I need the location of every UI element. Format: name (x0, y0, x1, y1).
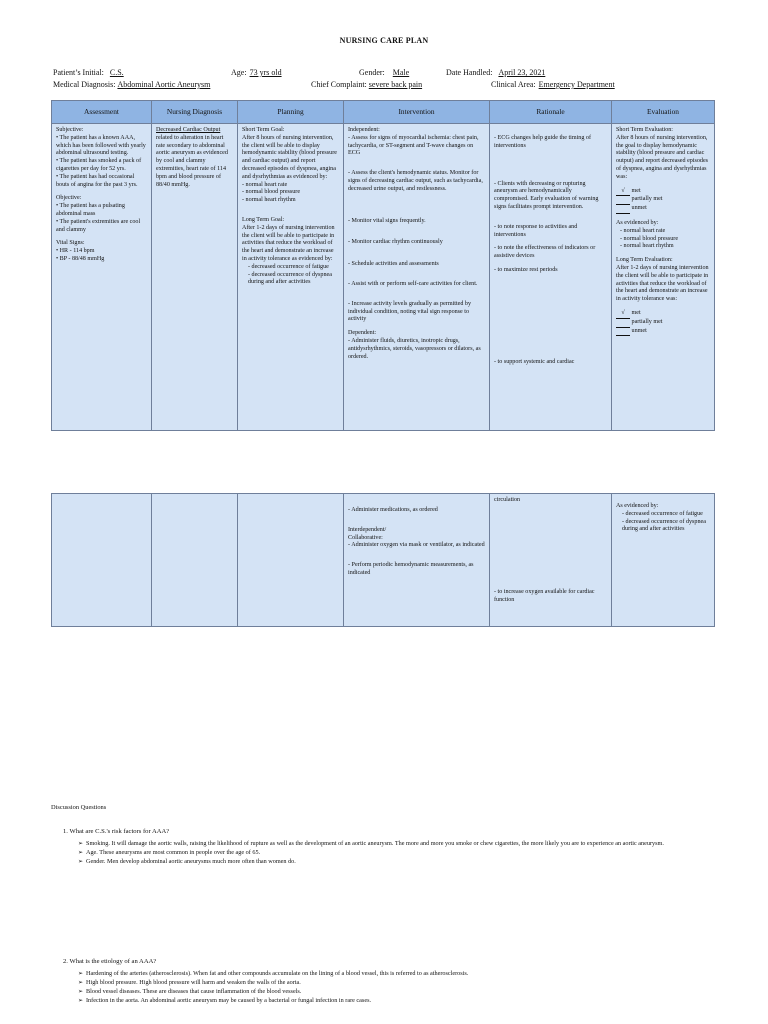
rationale-item: - to note the effectiveness of indicators or assistive devices (494, 245, 596, 260)
discussion-title: Discussion Questions (51, 804, 107, 811)
clinical-area-field (491, 80, 619, 89)
long-term-goal-label: Long Term Goal: (242, 216, 285, 223)
diagnosis-title: Decreased Cardiac Output (156, 127, 221, 133)
evidence-item: - normal heart rhythm (620, 243, 674, 250)
list-item: ➢ Gender. Men develop abdominal aortic aneurysms much more often than women do. (78, 858, 718, 867)
intervention-item: - Schedule activities and assessments (348, 261, 439, 268)
check-mark-icon: √ (616, 310, 630, 319)
list-item: ➢ Hardening of the arteries (atherosclerosis). When fat and other compounds accumulate on the lining of a blood vessel, this is referred to as atherosclerosis. (78, 970, 718, 979)
clinical-area-value: Emergency Department (538, 80, 615, 89)
short-term-evaluation-text: After 8 hours of nursing intervention, the goal to display hemodynamic stability (blood pressure and cardiac output) and report decreased episodes of dyspnea, angina and dysrhythmias was: (616, 134, 709, 180)
collaborative-label: Interdependent/ Collaborative: (348, 526, 387, 541)
intervention-item: - Assess for signs of myocardial ischemia: chest pain, tachycardia, or ST-segment and T-wave changes on ECG (348, 134, 479, 157)
intervention-item: - Administer oxygen via mask or ventilator, as indicated (348, 542, 485, 549)
subjective-item: • The patient has smoked a pack of cigarettes per day for 52 yrs. (56, 158, 142, 172)
page-title: NURSING CARE PLAN (339, 36, 429, 45)
question-1: 1. What are C.S.'s risk factors for AAA? (63, 828, 170, 835)
patient-initial-label: Patient’s Initial: (53, 68, 104, 77)
list-item: ➢ High blood pressure. High blood pressure will harm and weaken the walls of the aorta. (78, 979, 718, 988)
intervention-cell (344, 494, 490, 627)
rationale-cell (490, 494, 612, 627)
medical-diagnosis-label: Medical Diagnosis: (53, 80, 116, 89)
answer-list-1 (78, 840, 718, 867)
evaluation-option-met: √ met (616, 188, 710, 197)
vital-signs-label: Vital Signs: (56, 240, 85, 247)
intervention-item: - Increase activity levels gradually as permitted by individual condition, noting vital sign response to activity (348, 300, 472, 323)
intervention-item: - Administer medications, as ordered (348, 507, 438, 513)
evidence-item: - decreased occurrence of fatigue (622, 510, 703, 517)
vital-sign-item: • BP - 88/48 mmHg (56, 255, 105, 262)
intervention-item: - Assess the client's hemodynamic status. Monitor for signs of decreasing cardiac output, such as tachycardia, decreased urine output, and restlessness. (348, 170, 483, 192)
care-plan-table-continued (51, 493, 715, 627)
subjective-label: Subjective: (56, 127, 84, 133)
header-evaluation: Evaluation (612, 101, 715, 124)
goal-item: - normal heart rhythm (242, 197, 296, 204)
date-label: Date Handled: (446, 68, 493, 77)
gender-label: Gender: (359, 68, 385, 77)
subjective-item: • The patient has a known AAA, which has been followed with yearly abdominal ultrasound testing. (56, 134, 146, 157)
medical-diagnosis-value: Abdominal Aortic Aneurysm (117, 80, 211, 89)
assessment-cell (52, 124, 152, 431)
diagnosis-text: related to alteration in heart rate secondary to abdominal aortic aneurysm as evidenced by cool and clammy extremities, heart rate of 114 bpm and blood pressure of 88/40 mmHg. (156, 134, 228, 188)
objective-item: • The patient's extremities are cool and clammy (56, 218, 141, 233)
table-row (52, 494, 715, 627)
nursing-diagnosis-cell (152, 494, 238, 627)
rationale-cell (490, 124, 612, 431)
age-field (231, 68, 294, 77)
intervention-item: - Perform periodic hemodynamic measurements, as indicated (348, 562, 474, 576)
list-item: ➢ Infection in the aorta. An abdominal aortic aneurysm may be caused by a bacterial or fungal infection in rare cases. (78, 997, 718, 1006)
rationale-item: - ECG changes help guide the timing of interventions (494, 135, 591, 149)
age-label: Age: (231, 68, 247, 77)
planning-cell (238, 124, 344, 431)
chief-complaint-field (311, 80, 446, 89)
rationale-item: - to note response to activities and interventions (494, 223, 578, 238)
long-term-evaluation-text: After 1-2 days of nursing intervention the client will be able to participate in activities that reduce the workload of the heart and demonstrate an increase in activity tolerance was: (616, 264, 709, 303)
long-term-evaluation-label: Long Term Evaluation: (616, 257, 673, 264)
intervention-item: - Monitor vital signs frequently. (348, 217, 426, 224)
gender-value: Male (392, 68, 410, 77)
question-2: 2. What is the etiology of an AAA? (63, 958, 157, 965)
chief-complaint-label: Chief Complaint: (311, 80, 367, 89)
evidence-item: - normal heart rate (620, 227, 666, 234)
rationale-item: - to maximize rest periods (494, 266, 558, 273)
evaluation-option-partially-met: partially met (616, 319, 710, 328)
subjective-item: • The patient has had occasional bouts of angina for the past 3 yrs. (56, 173, 138, 188)
evidenced-by-label: As evidenced by: (616, 503, 659, 509)
evaluation-option-unmet: unmet (616, 205, 710, 214)
short-term-goal-label: Short Term Goal: (242, 127, 285, 133)
medical-diagnosis-field (53, 80, 222, 89)
goal-item: - decreased occurrence of dyspnea during and after activities (248, 271, 332, 286)
evaluation-cell (612, 494, 715, 627)
list-item: ➢ Smoking. It will damage the aortic walls, raising the likelihood of rupture as well as the development of an aortic aneurysm. The more and more you smoke or chew cigarettes, the more likely you are to experience an aortic aneurysm. (78, 840, 718, 849)
patient-initial-field (53, 68, 142, 77)
objective-item: • The patient has a pulsating abdominal mass (56, 203, 125, 217)
date-value: April 23, 2021 (498, 68, 546, 77)
header-intervention: Intervention (344, 101, 490, 124)
answer-list-2 (78, 970, 718, 1006)
header-assessment: Assessment (52, 101, 152, 124)
evidenced-by-label: As evidenced by: (616, 219, 659, 226)
clinical-area-label: Clinical Area: (491, 80, 536, 89)
vital-sign-item: • HR - 114 bpm (56, 248, 95, 255)
check-mark-icon: √ (616, 188, 630, 197)
rationale-item: - Clients with decreasing or rupturing aneurysm are hemodynamically compromised. Early evaluation of warning signs facilitates prompt intervention. (494, 180, 599, 210)
evaluation-cell (612, 124, 715, 431)
goal-item: - decreased occurrence of fatigue (248, 263, 329, 270)
evidence-item: - normal blood pressure (620, 235, 679, 242)
assessment-cell (52, 494, 152, 627)
intervention-cell (344, 124, 490, 431)
dependent-label: Dependent: (348, 330, 377, 337)
nursing-diagnosis-cell (152, 124, 238, 431)
chief-complaint-value: severe back pain (368, 80, 423, 89)
gender-field (359, 68, 415, 77)
long-term-goal-text: After 1-2 days of nursing intervention the client will be able to participate in activities that reduce the workload of the heart and demonstrate an increase in activity tolerance as evidenced by: (242, 224, 335, 262)
planning-cell (238, 494, 344, 627)
table-row (52, 124, 715, 431)
header-nursing-diagnosis: Nursing Diagnosis (152, 101, 238, 124)
objective-label: Objective: (56, 195, 82, 202)
table-header-row (52, 101, 715, 124)
care-plan-table (51, 100, 715, 431)
list-item: ➢ Age. These aneurysms are most common in people over the age of 65. (78, 849, 718, 858)
short-term-evaluation-label: Short Term Evaluation: (616, 127, 674, 133)
intervention-item: - Monitor cardiac rhythm continuously (348, 239, 443, 246)
rationale-item: circulation (494, 497, 521, 503)
intervention-item: - Assist with or perform self-care activities for client. (348, 280, 478, 287)
goal-item: - normal blood pressure (242, 189, 301, 196)
rationale-item: - to increase oxygen available for cardiac function (494, 588, 595, 603)
goal-item: - normal heart rate (242, 181, 288, 188)
header-planning: Planning (238, 101, 344, 124)
header-rationale: Rationale (490, 101, 612, 124)
short-term-goal-text: After 8 hours of nursing intervention, the client will be able to display hemodynamic stability (blood pressure and cardiac output) and report decreased episodes of dyspnea, angina and dysrhythmias as evidenced by: (242, 134, 337, 180)
evaluation-option-unmet: unmet (616, 328, 710, 337)
evaluation-option-met: √ met (616, 310, 710, 319)
date-field (446, 68, 559, 77)
evaluation-option-partially-met: partially met (616, 196, 710, 205)
intervention-item: - Administer fluids, diuretics, inotropic drugs, antidysrhythmics, steroids, vasopressors or dilators, as ordered. (348, 337, 481, 360)
age-value: 73 yrs old (249, 68, 282, 77)
patient-initial-value: C.S. (109, 68, 124, 77)
rationale-item: - to support systemic and cardiac (494, 358, 575, 365)
list-item: ➢ Blood vessel diseases. These are diseases that cause inflammation of the blood vessels. (78, 988, 718, 997)
evidence-item: - decreased occurrence of dyspnea during and after activities (622, 518, 706, 533)
independent-label: Independent: (348, 127, 380, 133)
